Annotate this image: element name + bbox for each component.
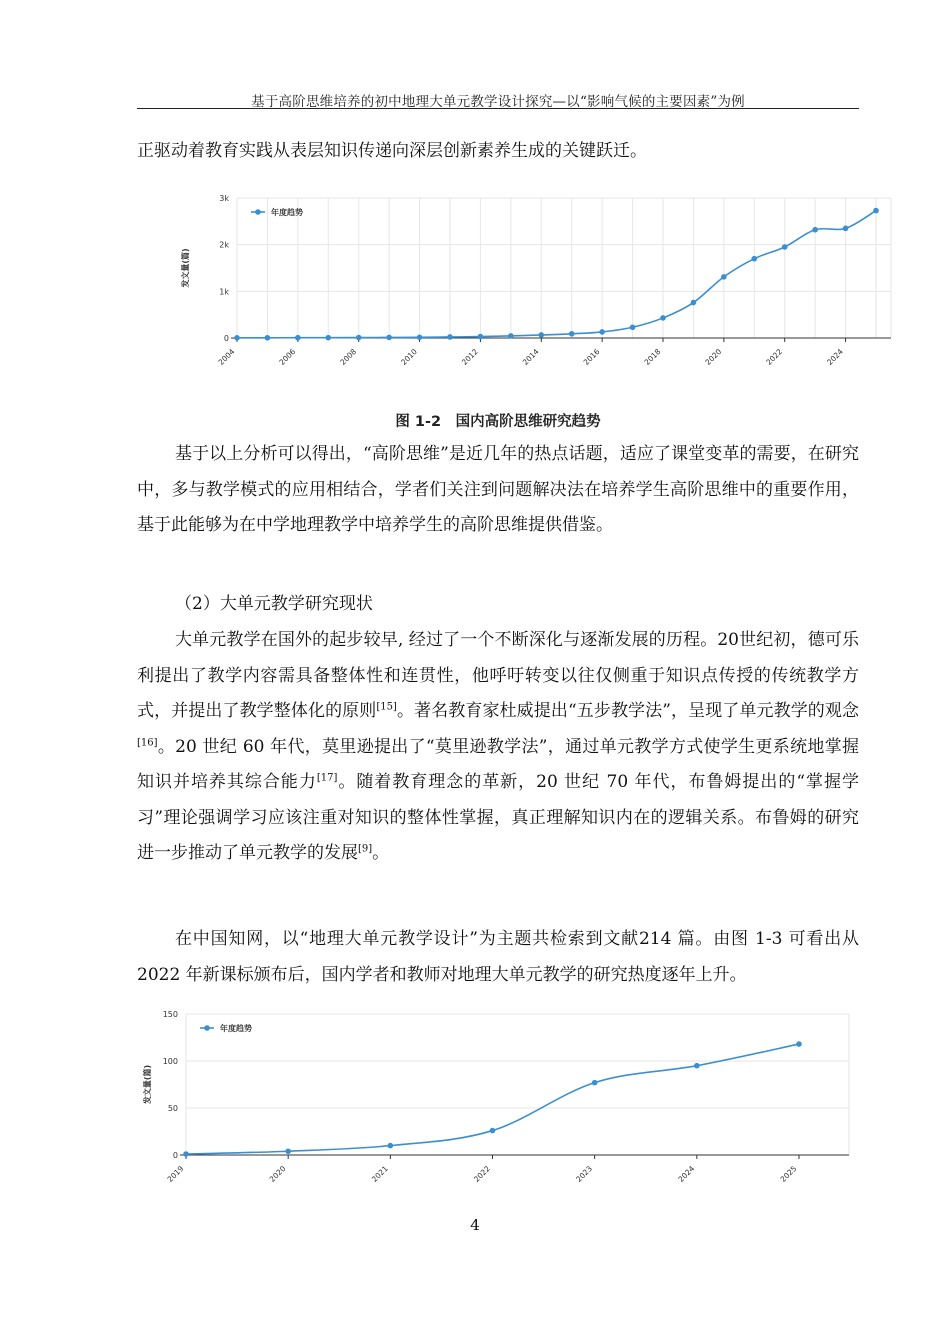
data-point <box>538 332 544 338</box>
data-point <box>812 227 818 233</box>
data-point <box>630 324 636 330</box>
x-tick-label: 2018 <box>642 347 663 367</box>
data-point <box>508 333 514 339</box>
y-axis-label: 发文量(篇) <box>143 1064 152 1105</box>
citation-15: [15] <box>376 701 397 713</box>
data-point <box>660 315 666 321</box>
data-point <box>295 335 301 341</box>
y-tick-label: 1k <box>219 287 229 297</box>
history-text-2: 。著名教育家杜威提出“五步教学法”，呈现了单元教学的观念 <box>396 701 859 721</box>
data-point <box>843 226 849 232</box>
data-point <box>599 329 605 335</box>
x-tick-label: 2016 <box>581 347 602 367</box>
data-point <box>325 335 331 341</box>
chart-unit-teaching-trend <box>140 1008 870 1193</box>
data-point <box>388 1143 394 1149</box>
section-heading-unit-teaching: （2）大单元教学研究现状 <box>175 594 373 614</box>
y-tick-label: 0 <box>223 334 229 343</box>
legend-label: 年度趋势 <box>220 1024 252 1033</box>
data-point <box>285 1148 291 1154</box>
data-point <box>691 300 697 306</box>
data-point <box>234 335 240 341</box>
x-tick-label: 2020 <box>703 347 724 367</box>
data-point <box>751 256 757 262</box>
header-rule <box>137 108 859 109</box>
y-tick-label: 2k <box>219 240 229 250</box>
data-point <box>265 335 271 341</box>
x-tick-label: 2010 <box>399 347 419 367</box>
y-tick-label: 50 <box>167 1104 178 1113</box>
x-tick-label: 2012 <box>459 347 480 367</box>
x-tick-label: 2022 <box>472 1164 492 1184</box>
page-number: 4 <box>470 1216 480 1234</box>
data-point <box>417 335 423 341</box>
paragraph-intro-tail: 正驱动着教育实践从表层知识传递向深层创新素养生成的关键跃迁。 <box>137 141 647 161</box>
x-tick-label: 2020 <box>267 1164 288 1184</box>
x-tick-label: 2014 <box>520 347 541 367</box>
data-point <box>447 334 453 340</box>
running-header: 基于高阶思维培养的初中地理大单元教学设计探究—以“影响气候的主要因素”为例 <box>251 94 745 110</box>
y-tick-label: 150 <box>162 1010 178 1019</box>
series-line-annual-trend <box>237 211 876 338</box>
paragraph-cnki-search: 在中国知网，以“地理大单元教学设计”为主题共检索到文献214 篇。由图 1-3 可看出从2022 年新课标颁布后，国内学者和教师对地理大单元教学的研究热度逐年上升。 <box>137 929 859 985</box>
data-point <box>721 274 727 280</box>
chart-high-order-thinking-trend <box>176 186 896 386</box>
data-point <box>356 335 362 341</box>
y-tick-label: 0 <box>172 1151 178 1160</box>
x-tick-label: 2024 <box>825 347 845 367</box>
data-point <box>873 208 879 214</box>
x-tick-label: 2006 <box>277 347 298 367</box>
legend-label: 年度趋势 <box>271 208 303 217</box>
history-text-5: 。 <box>372 843 390 863</box>
legend-marker <box>204 1025 210 1031</box>
x-tick-label: 2019 <box>165 1164 186 1184</box>
history-text-3: 。20 世纪 60 年代，莫里逊提出了“莫里逊教学法”，通过单元教学方式使学生更系统地掌握知识并培养其综合能力 <box>137 736 859 792</box>
x-tick-label: 2023 <box>574 1164 595 1184</box>
citation-16: [16] <box>137 736 158 748</box>
data-point <box>478 334 484 340</box>
citation-17: [17] <box>316 772 338 784</box>
y-tick-label: 100 <box>162 1057 178 1066</box>
history-text-4: 。随着教育理念的革新，20 世纪 70 年代，布鲁姆提出的“掌握学习”理论强调学习应该注重对知识的整体性掌握，真正理解知识内在的逻辑关系。布鲁姆的研究进一步推动了单元教学的发展 <box>137 772 860 863</box>
x-tick-label: 2025 <box>778 1164 799 1184</box>
citation-9: [9] <box>358 843 373 855</box>
data-point <box>782 244 788 250</box>
y-tick-label: 3k <box>219 194 229 203</box>
data-point <box>569 331 575 337</box>
data-point <box>490 1128 496 1134</box>
data-point <box>386 335 392 341</box>
x-tick-label: 2022 <box>764 347 785 367</box>
paragraph-unit-teaching-history <box>137 623 859 872</box>
legend-marker <box>255 209 261 215</box>
figure-caption: 图 1-2 国内高阶思维研究趋势 <box>395 414 601 430</box>
x-tick-label: 2021 <box>369 1164 390 1184</box>
data-point <box>592 1080 598 1086</box>
data-point <box>183 1151 189 1157</box>
paragraph-analysis: 基于以上分析可以得出，“高阶思维”是近几年的热点话题，适应了课堂变革的需要，在研究中，多与教学模式的应用相结合，学者们关注到问题解决法在培养学生高阶思维中的重要作用，基于此能够为在中学地理教学中培养学生的高阶思维提供借鉴。 <box>137 444 859 535</box>
x-tick-label: 2008 <box>338 347 359 367</box>
history-text-1: 大单元教学在国外的起步较早, 经过了一个不断深化与逐渐发展的历程。20世纪初，德可乐利提出了教学内容需具备整体性和连贯性，他呼吁转变以往仅侧重于知识点传授的传统教学方式，并提出了教学整体化的原则 <box>137 630 859 721</box>
x-tick-label: 2004 <box>216 347 237 367</box>
x-tick-label: 2024 <box>676 1164 697 1184</box>
data-point <box>796 1041 802 1047</box>
data-point <box>694 1063 700 1069</box>
y-axis-label: 发文量(篇) <box>181 248 190 288</box>
